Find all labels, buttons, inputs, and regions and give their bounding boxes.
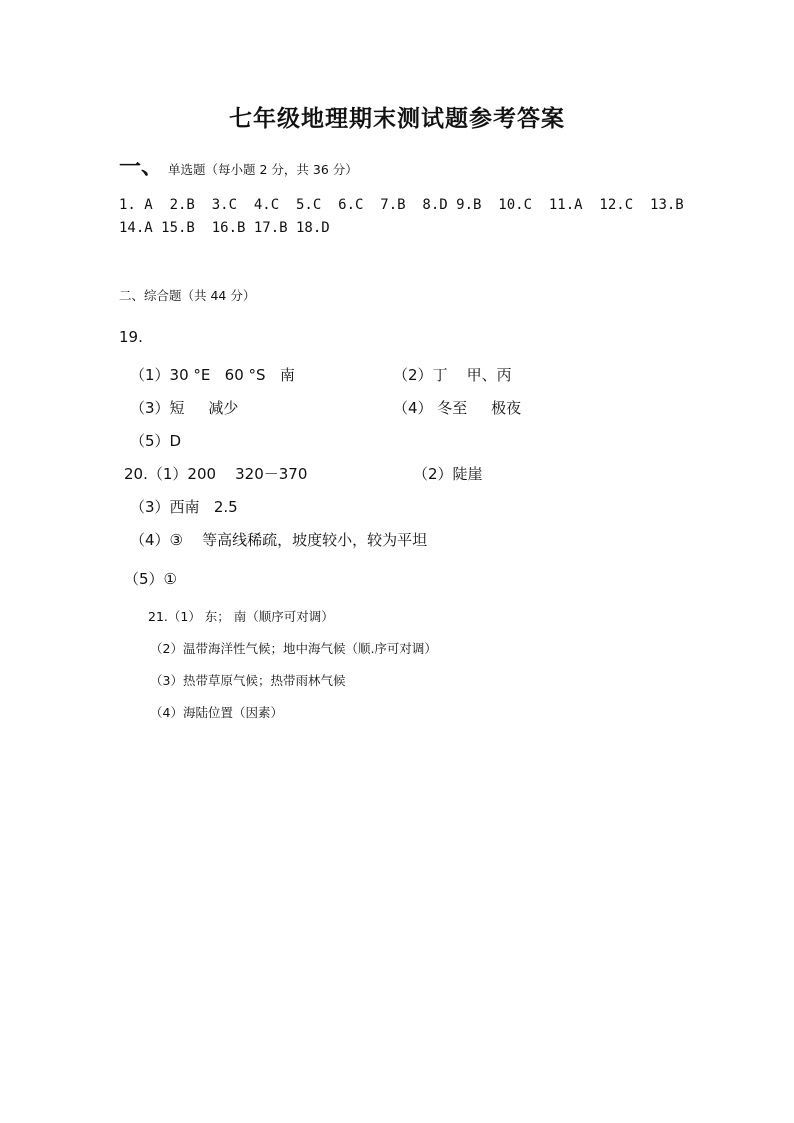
q20-part1: 20.（1）200 320－370 bbox=[124, 465, 308, 483]
q19-part2: （2）丁 甲、丙 bbox=[393, 366, 512, 384]
section1-mark: 一、 bbox=[119, 155, 164, 180]
section2-heading: 二、综合题（共 44 分） bbox=[119, 288, 256, 303]
mc-answers-line1: 1. A 2.B 3.C 4.C 5.C 6.C 7.B 8.D 9.B 10.C 11.A 12.C 13.B bbox=[119, 197, 684, 213]
q21-part1: 21.（1） 东； 南（顺序可对调） bbox=[148, 609, 334, 624]
q19-number: 19. bbox=[119, 328, 143, 346]
mc-answers-line2: 14.A 15.B 16.B 17.B 18.D bbox=[119, 220, 330, 236]
q19-part5: （5）D bbox=[130, 432, 182, 450]
section1-heading: 单选题（每小题 2 分，共 36 分） bbox=[168, 162, 358, 177]
q20-part2: （2）陡崖 bbox=[413, 465, 483, 483]
q21-part2: （2）温带海洋性气候；地中海气候（顺.序可对调） bbox=[150, 641, 437, 656]
page-title: 七年级地理期末测试题参考答案 bbox=[229, 105, 565, 132]
q21-part4: （4）海陆位置（因素） bbox=[150, 705, 283, 720]
q21-part3: （3）热带草原气候；热带雨林气候 bbox=[150, 673, 346, 688]
q19-part3: （3）短 减少 bbox=[130, 399, 239, 417]
q20-part3: （3）西南 2.5 bbox=[130, 498, 238, 516]
q20-part5: （5）① bbox=[124, 570, 177, 588]
q20-part4: （4）③ 等高线稀疏，坡度较小，较为平坦 bbox=[130, 531, 428, 549]
q19-part1: （1）30 °E 60 °S 南 bbox=[130, 366, 295, 384]
q19-part4: （4） 冬至 极夜 bbox=[393, 399, 522, 417]
